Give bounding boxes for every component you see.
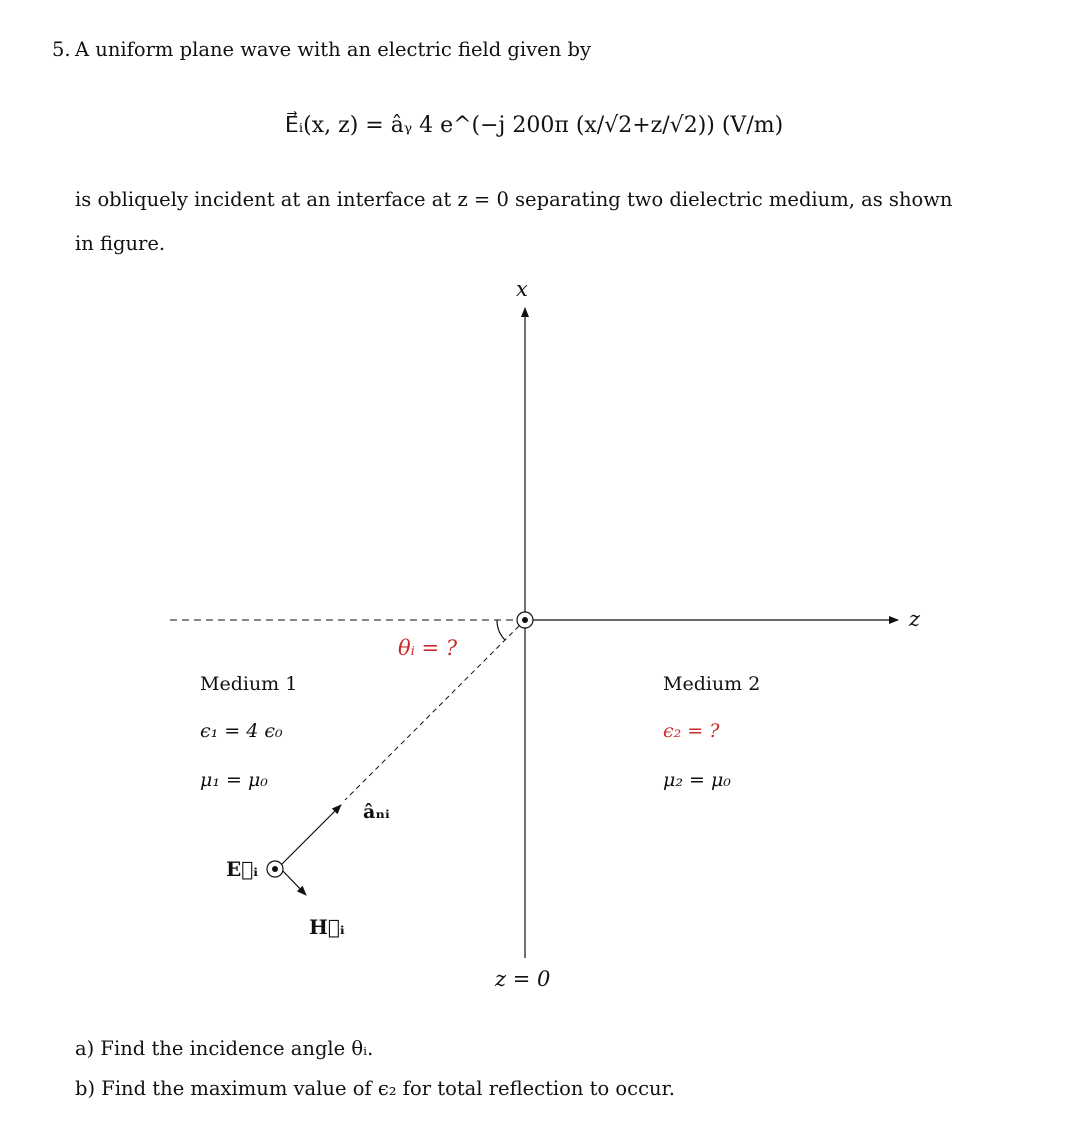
electric-field-equation: E⃗ᵢ(x, z) = âᵧ 4 e^(−j 200π (x/√2+z/√2)) (V/m) <box>284 113 784 138</box>
x-axis-label: x <box>516 277 528 301</box>
medium2-mu: μ₂ = μ₀ <box>663 769 731 791</box>
direction-arrow <box>281 805 341 865</box>
problem-description-line2: in figure. <box>75 232 166 255</box>
medium2-epsilon: ϵ₂ = ? <box>663 720 720 742</box>
problem-description-line1: is obliquely incident at an interface at z = 0 separating two dielectric medium, as shown <box>75 188 953 211</box>
h-field-label: H⃗ᵢ <box>309 915 345 939</box>
question-b: b) Find the maximum value of ϵ₂ for total reflection to occur. <box>75 1077 675 1100</box>
medium1-mu: μ₁ = μ₀ <box>200 769 268 791</box>
problem-number: 5. <box>52 38 71 61</box>
question-a: a) Find the incidence angle θᵢ. <box>75 1037 374 1060</box>
incidence-angle-label: θᵢ = ? <box>398 636 458 660</box>
problem-intro: A uniform plane wave with an electric field given by <box>75 38 591 61</box>
medium2-name: Medium 2 <box>663 673 761 695</box>
h-field-arrow <box>281 869 306 895</box>
medium1-epsilon: ϵ₁ = 4 ϵ₀ <box>200 720 283 742</box>
z-axis-label: z <box>909 607 921 631</box>
medium1-name: Medium 1 <box>200 673 298 695</box>
e-field-label: E⃗ᵢ <box>226 857 259 881</box>
interface-label: z = 0 <box>495 967 551 991</box>
angle-arc <box>497 620 505 640</box>
direction-label: âₙᵢ <box>363 801 390 823</box>
